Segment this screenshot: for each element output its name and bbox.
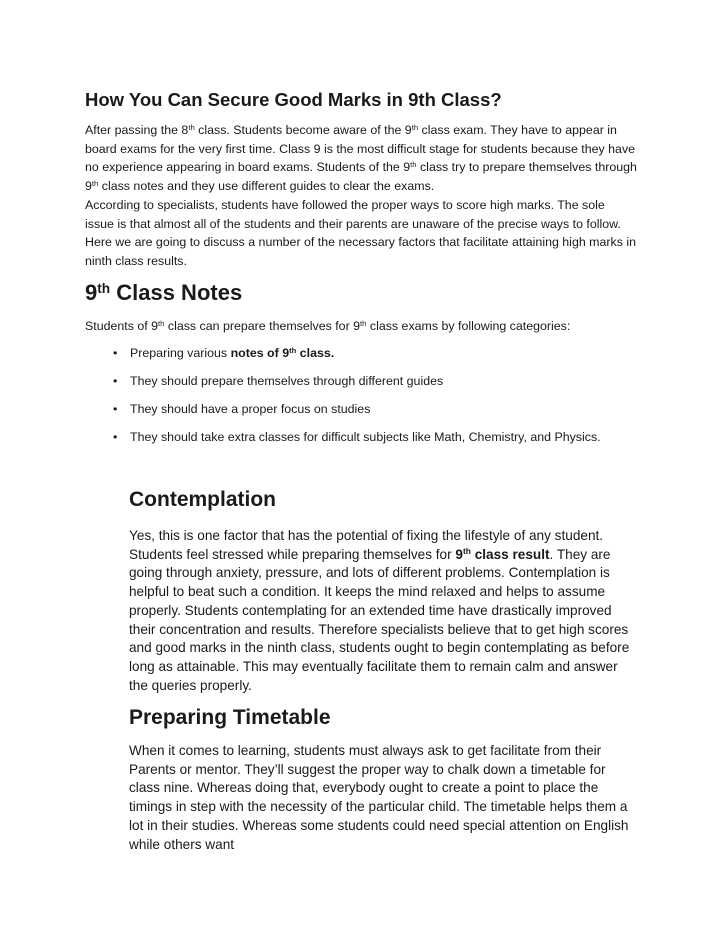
ordinal-suffix: th	[360, 318, 367, 328]
list-item-bold	[231, 346, 335, 360]
heading-text: Class Notes	[110, 280, 243, 305]
timetable-heading: Preparing Timetable	[129, 706, 331, 729]
categories-list	[113, 344, 673, 456]
bold-text: 9	[455, 546, 463, 562]
intro-text: class notes and they use different guides to clear the exams.	[98, 178, 435, 193]
list-item-text: They should have a proper focus on studies	[130, 402, 371, 416]
intro-text: Students of 9	[85, 319, 159, 333]
intro-text: class try to prepare themselves through 9	[85, 160, 637, 193]
ordinal-suffix: th	[97, 280, 111, 296]
contemplation-paragraph	[129, 527, 639, 695]
contemplation-heading: Contemplation	[129, 488, 276, 511]
list-item-text: Preparing various	[130, 346, 231, 360]
specialists-paragraph: According to specialists, students have followed the proper ways to score high marks. The sole issue is that almost all of the students and their parents are unaware of the precise ways to follow. Here we are going to discuss a number of the necessary factors that facilitate attaining high marks in ninth class results.	[85, 198, 636, 268]
list-item	[113, 372, 673, 400]
bold-text: class.	[296, 346, 335, 360]
list-item	[113, 428, 673, 456]
ordinal-suffix: th	[188, 122, 195, 132]
ordinal-suffix: th	[158, 318, 165, 328]
intro-text: class can prepare themselves for 9	[164, 319, 361, 333]
intro-paragraph	[85, 121, 637, 195]
ordinal-suffix: th	[289, 345, 297, 355]
class-notes-intro	[85, 317, 570, 335]
bold-text: notes of 9	[230, 346, 290, 360]
ordinal-suffix: th	[411, 122, 419, 132]
paragraph-text: . They are going through anxiety, pressure, and lots of different problems. Contemplation is helpful to beat such a condition. It keeps the mind relaxed and helps to assume properly. Students contemplating for an extended time have drastically improved their concentration and results. Therefore specialists believe that to get high scores and good marks in the ninth class, students ought to begin contemplating as before long as attainable. This may eventually facilitate them to remain calm and answer the queries properly.	[129, 546, 630, 693]
class-result-bold	[455, 547, 549, 562]
ordinal-suffix: th	[410, 159, 417, 169]
ordinal-suffix: th	[91, 178, 99, 188]
intro-text: class. Students become aware of the 9	[194, 123, 412, 137]
class-notes-heading	[85, 279, 242, 307]
list-item-text: They should prepare themselves through different guides	[130, 374, 444, 388]
heading-number: 9	[85, 280, 98, 305]
page-title: How You Can Secure Good Marks in 9th Class?	[85, 89, 502, 110]
timetable-paragraph: When it comes to learning, students must always ask to get facilitate from their Parents or mentor. They’ll suggest the proper way to chalk down a timetable for class nine. Whereas doing that, everybody ought to create a point to place the timings in step with the necessity of the particular child. The timetable helps them a lot in their studies. Whereas some students could need special attention on English while others want	[129, 743, 629, 852]
bold-text: class result	[470, 546, 550, 562]
list-item-text: They should take extra classes for difficult subjects like Math, Chemistry, and Physics.	[130, 430, 601, 444]
bullet-icon: •	[113, 430, 118, 444]
ordinal-suffix: th	[462, 546, 471, 557]
bullet-icon: •	[113, 402, 118, 416]
bullet-icon: •	[113, 374, 118, 388]
intro-text: class exam. They have to appear in board exams for the very first time. Class 9 is the most difficult stage for students because they have no experience appearing in board exams. Students of the 9	[85, 123, 636, 175]
list-item	[113, 400, 673, 428]
list-item	[113, 344, 673, 372]
intro-text: After passing the 8	[85, 123, 189, 137]
bullet-icon: •	[113, 346, 118, 360]
paragraph-text: Yes, this is one factor that has the potential of fixing the lifestyle of any student. Students feel stressed while preparing themselves for	[129, 528, 604, 562]
intro-text: class exams by following categories:	[366, 319, 571, 333]
